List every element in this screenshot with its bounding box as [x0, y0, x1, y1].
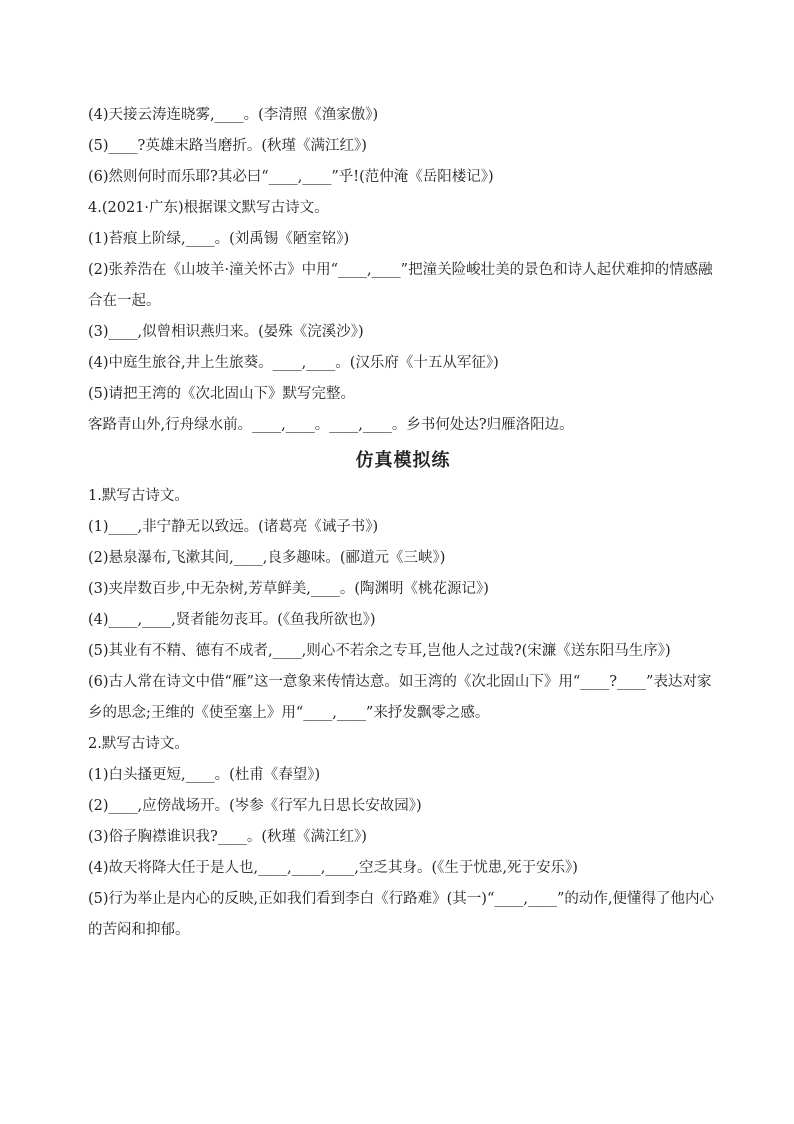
- question-line: (5)____?英雄末路当磨折。(秋瑾《满江红》): [88, 138, 367, 154]
- document-page: [88, 100, 718, 946]
- question-line: (4)____,____,贤者能勿丧耳。(《鱼我所欲也》): [88, 612, 376, 628]
- question-line: (1)____,非宁静无以致远。(诸葛亮《诫子书》): [88, 519, 379, 535]
- question-line: (1)白头搔更短,____。(杜甫《春望》): [88, 767, 321, 783]
- question-line: (1)苔痕上阶绿,____。(刘禹锡《陋室铭》): [88, 231, 350, 247]
- question-line: (2)____,应傍战场开。(岑参《行军九日思长安故园》): [88, 798, 422, 814]
- question-line: (5)行为举止是内心的反映,正如我们看到李白《行路难》(其一)“____,____”的动作,便懂得了他内心的苦闷和抑郁。: [88, 891, 715, 938]
- question-line: (6)然则何时而乐耶?其必曰“____,____”乎!(范仲淹《岳阳楼记》): [88, 169, 494, 185]
- question-line: (4)故天将降大任于是人也,____,____,____,空乏其身。(《生于忧患,死于安乐》): [88, 860, 578, 876]
- question-heading: 1.默写古诗文。: [88, 488, 189, 504]
- question-line: (3)俗子胸襟谁识我?____。(秋瑾《满江红》): [88, 829, 367, 845]
- section-title: 仿真模拟练: [355, 450, 451, 471]
- question-line: 客路青山外,行舟绿水前。____,____。____,____。乡书何处达?归雁洛阳边。: [88, 417, 574, 433]
- question-line: (5)其业有不精、德有不成者,____,则心不若余之专耳,岂他人之过哉?(宋濂《送东阳马生序》): [88, 643, 671, 659]
- question-line: (3)夹岸数百步,中无杂树,芳草鲜美,____。(陶渊明《桃花源记》): [88, 581, 489, 597]
- question-heading: 2.默写古诗文。: [88, 736, 189, 752]
- question-line: (5)请把王湾的《次北固山下》默写完整。: [88, 386, 356, 402]
- question-line: (4)天接云涛连晓雾,____。(李清照《渔家傲》): [88, 107, 379, 123]
- question-line: (2)悬泉瀑布,飞漱其间,____,良多趣味。(郦道元《三峡》): [88, 550, 446, 566]
- question-line: (4)中庭生旅谷,井上生旅葵。____,____。(汉乐府《十五从军征》): [88, 355, 499, 371]
- question-line: (2)张养浩在《山坡羊·潼关怀古》中用“____,____”把潼关险峻壮美的景色和诗人起伏难抑的情感融合在一起。: [88, 262, 713, 309]
- question-line: (6)古人常在诗文中借“雁”这一意象来传情达意。如王湾的《次北固山下》用“____?____”表达对家乡的思念;王维的《使至塞上》用“____,____”来抒发飘零之感。: [88, 674, 712, 721]
- question-line: (3)____,似曾相识燕归来。(晏殊《浣溪沙》): [88, 324, 364, 340]
- question-heading: 4.(2021·广东)根据课文默写古诗文。: [88, 200, 329, 216]
